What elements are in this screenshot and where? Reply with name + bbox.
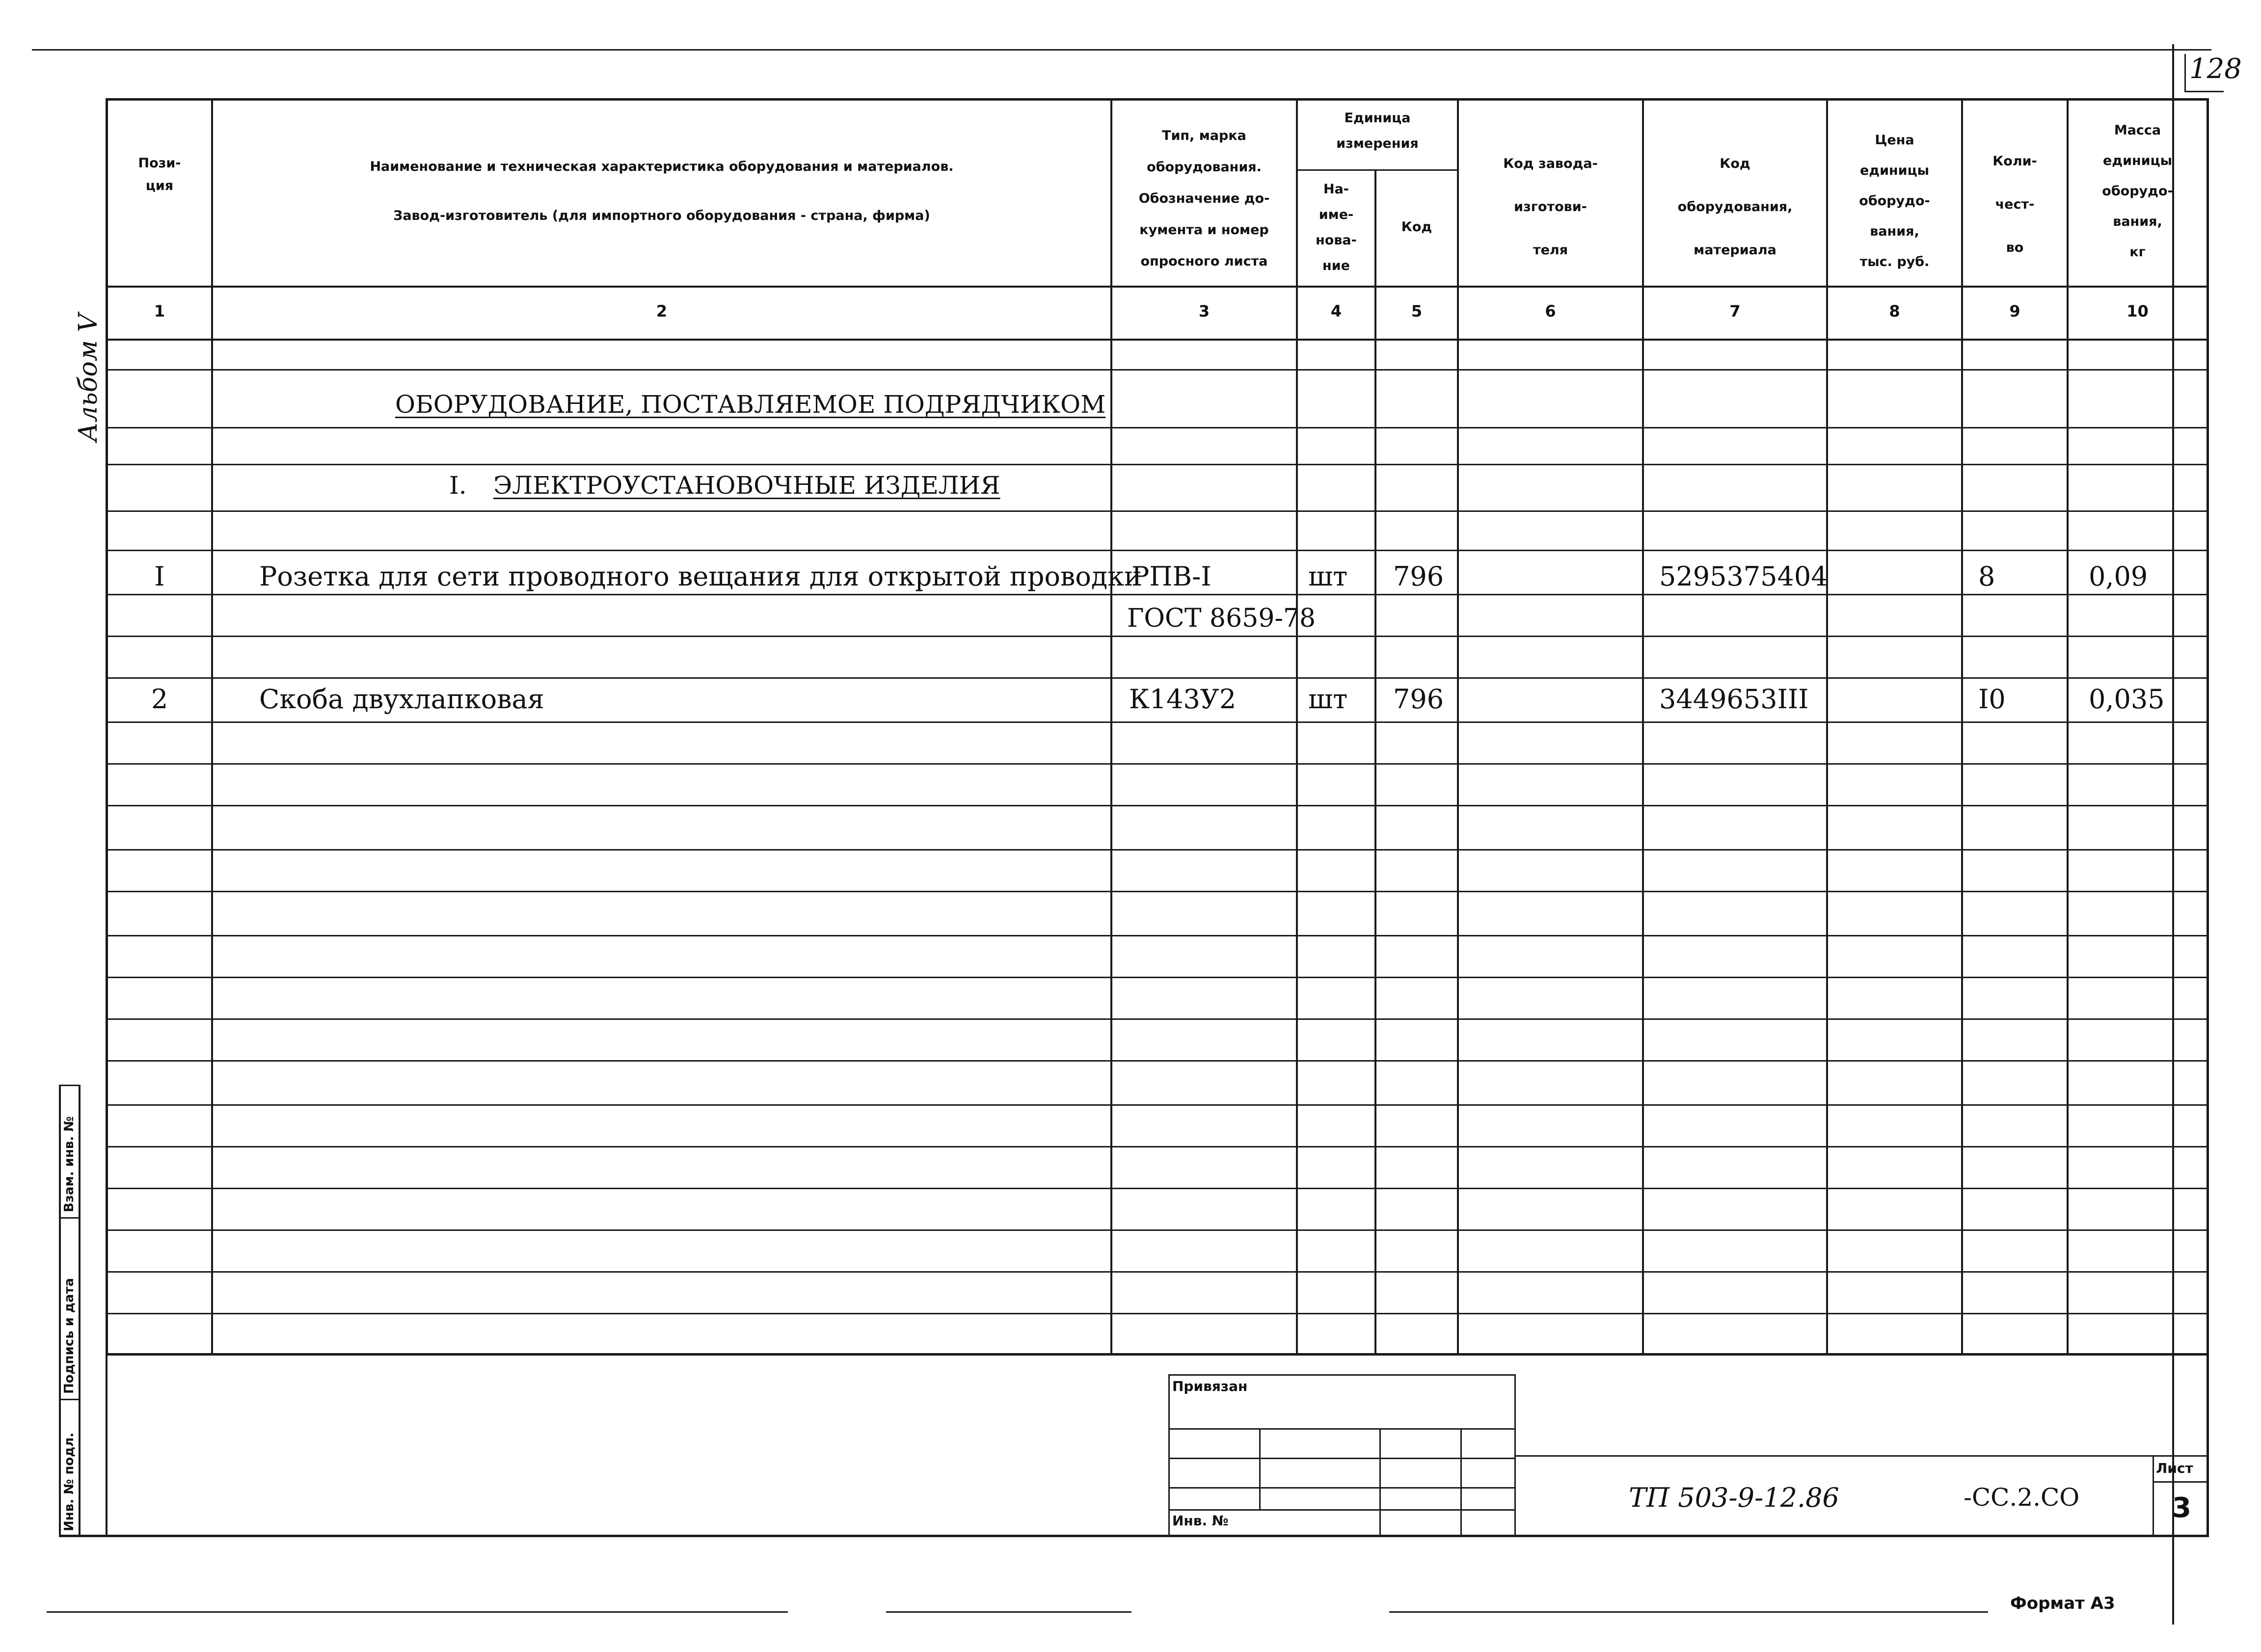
col-header-qty: Коли- чест- во [1992, 154, 2037, 255]
col-num-1: 1 [154, 302, 165, 320]
stamp-inv: Инв. № [1172, 1513, 1229, 1529]
col-header-mass: Масса единицы оборудо- вания, кг [2102, 123, 2173, 260]
table-row-line [108, 721, 2207, 723]
col-header-unit-name: На- име- нова- ние [1316, 182, 1357, 273]
stamp-attached: Привязан [1172, 1378, 1248, 1394]
table-row-line [108, 977, 2207, 978]
side-label-inv-orig: Инв. № подл. [62, 1432, 77, 1531]
col-num-8: 8 [1889, 302, 1900, 320]
table-row-line [108, 427, 2207, 428]
row-1-equip-code: 5295375404 [1659, 561, 1828, 592]
col-header-name: Наименование и техническая характеристика оборудования и материалов. Завод-изготовитель (для импортного оборудования - страна, фирма) [370, 159, 954, 223]
row-1-unit-code: 796 [1393, 561, 1444, 592]
table-row-line [108, 1188, 2207, 1189]
col-num-6: 6 [1545, 302, 1556, 320]
table-row-line [108, 369, 2207, 371]
row-2-name: Скоба двухлапковая [259, 684, 544, 715]
table-row-line [108, 805, 2207, 806]
table-row-line [108, 1060, 2207, 1062]
row-2-equip-code: 3449653III [1659, 684, 1809, 715]
table-row-line [108, 1018, 2207, 1020]
col-header-type: Тип, марка оборудования. Обозначение до- кумента и номер опросного листа [1138, 128, 1270, 269]
col-num-3: 3 [1198, 302, 1210, 320]
table-row-line [108, 1104, 2207, 1106]
row-1-mass: 0,09 [2089, 561, 2148, 592]
unit-group-header: Единица измерения [1336, 110, 1419, 151]
col-num-7: 7 [1729, 302, 1741, 320]
row-2-type: К143У2 [1129, 684, 1237, 715]
col-header-unit-code: Код [1401, 219, 1432, 235]
doc-suffix: -СС.2.СО [1964, 1483, 2080, 1512]
subsection-num: I. [449, 471, 467, 500]
table-row-line [108, 510, 2207, 512]
table-row-line [108, 594, 2207, 595]
row-2-unit-code: 796 [1393, 684, 1444, 715]
sheet-mark: 128 [2189, 53, 2242, 85]
table-row-line [108, 1313, 2207, 1314]
col-header-price: Цена единицы оборудо- вания, тыс. руб. [1859, 133, 1930, 269]
row-2-qty: I0 [1978, 684, 2006, 715]
table-row-line [108, 636, 2207, 637]
table-row-line [108, 935, 2207, 936]
side-label-replace-inv: Взам. инв. № [62, 1116, 77, 1212]
row-1-qty: 8 [1978, 561, 1995, 592]
row-1-pos: I [154, 561, 165, 592]
row-1-unit: шт [1308, 561, 1348, 592]
table-row-line [108, 1271, 2207, 1273]
table-row-line [108, 849, 2207, 851]
col-num-9: 9 [2009, 302, 2020, 320]
table-row-line [108, 677, 2207, 679]
format-label: Формат А3 [2010, 1594, 2115, 1613]
table-row-line [108, 891, 2207, 892]
row-2-unit: шт [1308, 684, 1348, 715]
row-2-pos: 2 [151, 684, 168, 715]
table-row-line [108, 464, 2207, 465]
col-num-2: 2 [656, 302, 668, 320]
table-row-line [108, 763, 2207, 765]
side-label-signature-date: Подпись и дата [62, 1278, 77, 1394]
col-num-4: 4 [1330, 302, 1342, 320]
col-num-5: 5 [1411, 302, 1423, 320]
row-1-type-doc: ГОСТ 8659-78 [1127, 604, 1316, 633]
row-1-type: РПВ-I [1131, 561, 1211, 592]
table-row-line [108, 1146, 2207, 1147]
col-num-10: 10 [2126, 302, 2149, 320]
sheet-number: 3 [2172, 1492, 2191, 1524]
sheet-label: Лист [2156, 1460, 2193, 1476]
table-row-line [108, 1229, 2207, 1231]
col-header-equip-code: Код оборудования, материала [1677, 156, 1793, 258]
section-title: ОБОРУДОВАНИЕ, ПОСТАВЛЯЕМОЕ ПОДРЯДЧИКОМ [395, 390, 1106, 419]
subsection-title: ЭЛЕКТРОУСТАНОВОЧНЫЕ ИЗДЕЛИЯ [493, 471, 1000, 500]
col-header-position: Пози- ция [138, 156, 181, 193]
table-row-line [108, 550, 2207, 551]
col-header-factory-code: Код завода- изготови- теля [1503, 156, 1598, 258]
album-label: Альбом V [74, 313, 103, 442]
row-2-mass: 0,035 [2089, 684, 2165, 715]
doc-code: ТП 503-9-12.86 [1629, 1482, 1839, 1513]
row-1-name: Розетка для сети проводного вещания для открытой проводки [259, 561, 1142, 592]
